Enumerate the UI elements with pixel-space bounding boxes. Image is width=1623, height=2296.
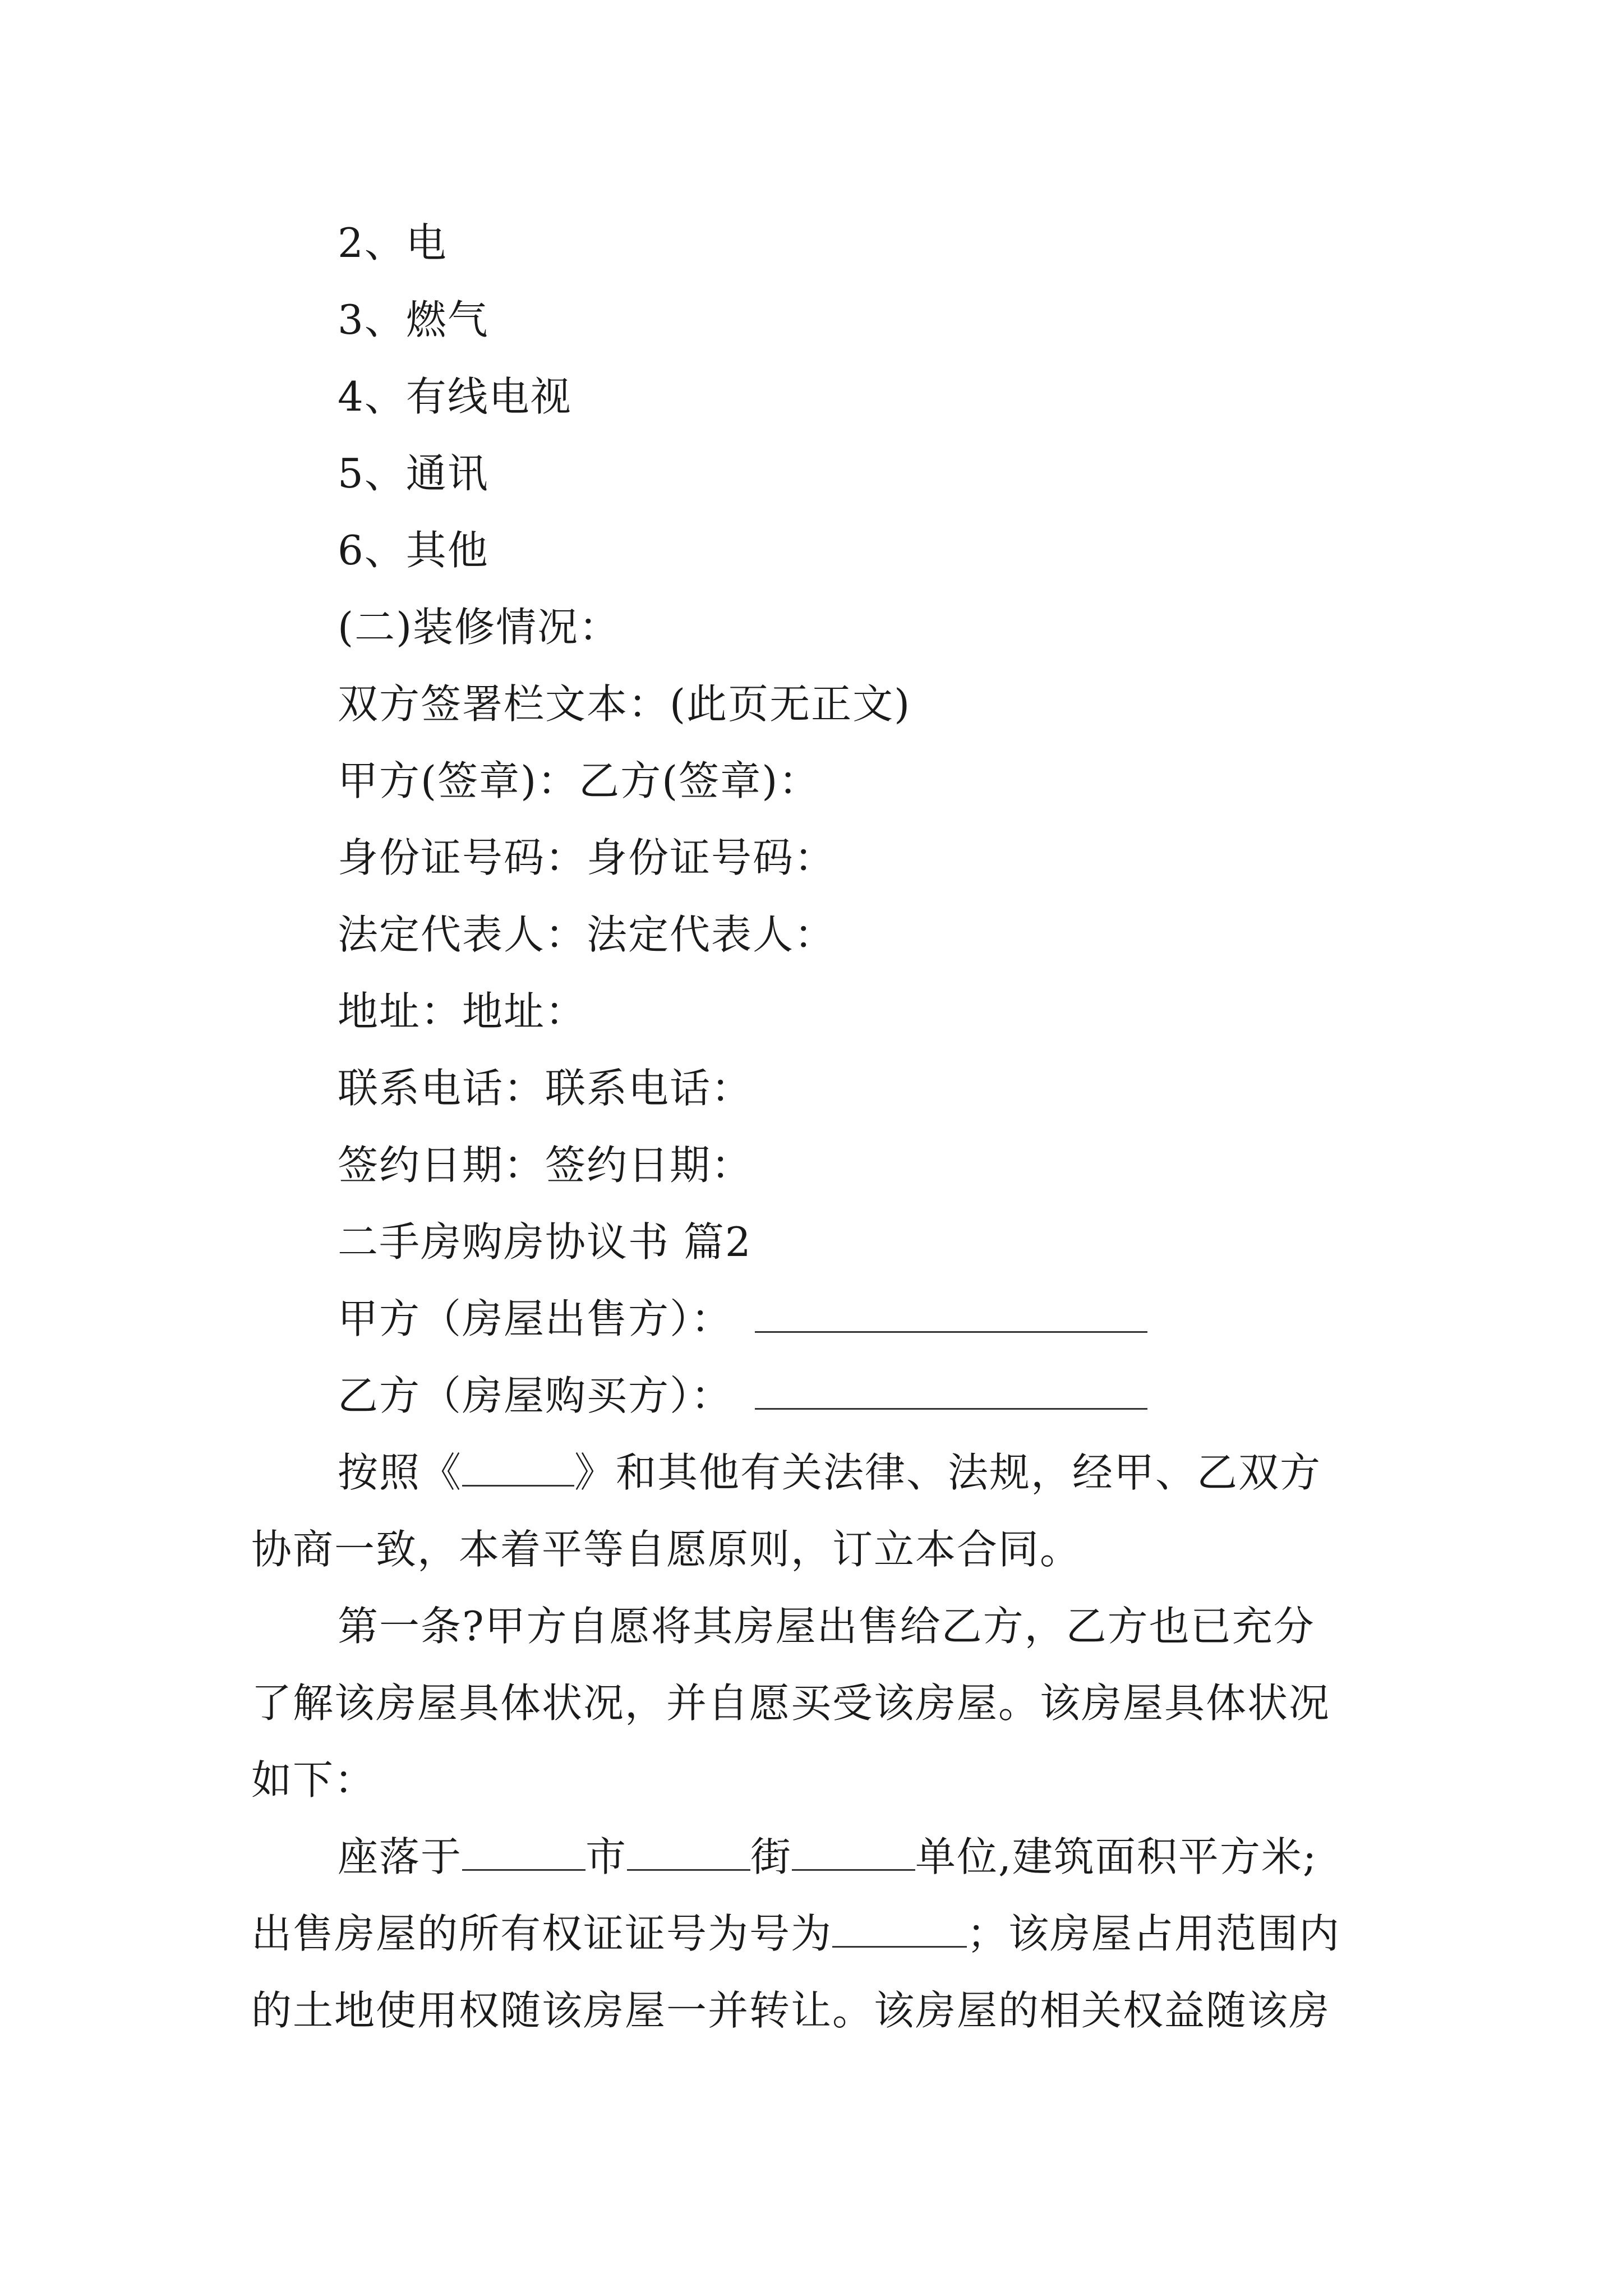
article1-line1: 第一条?甲方自愿将其房屋出售给乙方，乙方也已充分 — [338, 1603, 1315, 1650]
para1-line1: 按照《 》和其他有关法律、法规，经甲、乙双方 — [338, 1449, 1322, 1496]
article1-line3: 如下： — [251, 1756, 376, 1803]
item-electricity: 2、电 — [338, 219, 448, 266]
phone-line: 联系电话：联系电话： — [338, 1065, 753, 1112]
item-cable-tv: 4、有线电视 — [338, 373, 572, 420]
decoration-heading: (二)装修情况： — [338, 604, 621, 651]
unit-blank — [792, 1834, 915, 1871]
buyer-blank — [755, 1373, 1147, 1410]
sign-date-line: 签约日期：签约日期： — [338, 1142, 753, 1189]
signature-seal-line: 甲方(签章)：乙方(签章)： — [338, 757, 820, 804]
seller-blank — [755, 1296, 1147, 1333]
location-line1: 座落于 市 街 单位,建筑面积平方米; — [338, 1833, 1318, 1880]
item-telecom: 5、通讯 — [338, 450, 489, 497]
city-blank — [462, 1834, 585, 1871]
address-line: 地址：地址： — [338, 988, 587, 1035]
street-blank — [627, 1834, 750, 1871]
location-line2: 出售房屋的所有权证证号为号为 ；该房屋占用范围内 — [251, 1910, 1341, 1957]
id-number-line: 身份证号码：身份证号码： — [338, 834, 836, 881]
article1-line2: 了解该房屋具体状况，并自愿买受该房屋。该房屋具体状况 — [251, 1680, 1331, 1727]
buyer-label: 乙方（房屋购买方）： — [338, 1372, 733, 1419]
seller-label: 甲方（房屋出售方）： — [338, 1295, 733, 1342]
para1-line2: 协商一致，本着平等自愿原则，订立本合同。 — [251, 1526, 1082, 1573]
item-gas: 3、燃气 — [338, 296, 489, 343]
law-name-blank — [462, 1450, 574, 1487]
signature-block-note: 双方签署栏文本：(此页无正文) — [338, 680, 911, 728]
buyer-line — [338, 1368, 1147, 1424]
item-other: 6、其他 — [338, 527, 489, 574]
section-title: 二手房购房协议书 篇2 — [338, 1218, 752, 1266]
location-line3: 的土地使用权随该房屋一并转让。该房屋的相关权益随该房 — [251, 1987, 1331, 2034]
seller-line — [338, 1291, 1147, 1347]
certificate-number-blank — [832, 1911, 967, 1948]
legal-rep-line: 法定代表人：法定代表人： — [338, 911, 836, 958]
